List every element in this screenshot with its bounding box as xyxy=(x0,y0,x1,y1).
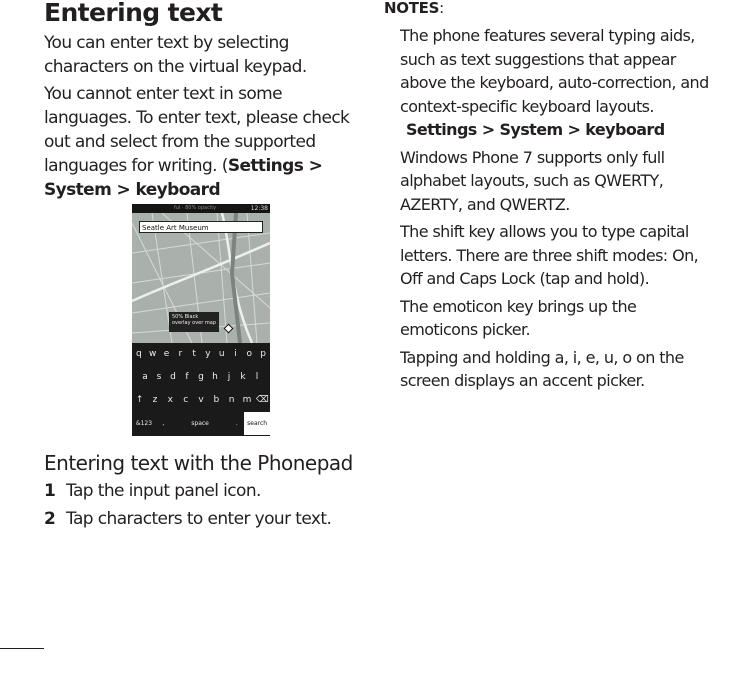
key[interactable]: h xyxy=(212,372,218,382)
note-accent-picker: Tapping and holding a, i, e, u, o on the screen displays an accent picker. xyxy=(400,347,684,390)
overlay-label: 50% Black overlay over map xyxy=(169,312,219,332)
key[interactable]: z xyxy=(152,395,158,405)
note-emoticon-key: The emoticon key brings up the emoticons picker. xyxy=(400,296,637,339)
key[interactable]: g xyxy=(198,372,204,382)
settings-path-sep: > xyxy=(476,120,500,139)
section-heading: Entering text xyxy=(44,0,223,27)
key[interactable]: b xyxy=(213,395,220,405)
settings-path-system: System xyxy=(44,180,112,200)
settings-path-settings: Settings xyxy=(406,120,477,139)
numbers-key[interactable]: &123 xyxy=(135,420,153,427)
key[interactable]: t xyxy=(192,349,196,359)
settings-path-sep: > xyxy=(562,120,586,139)
key[interactable]: a xyxy=(142,372,148,382)
step-number: 1 xyxy=(44,481,56,501)
settings-path-system: System xyxy=(499,120,563,139)
key[interactable]: k xyxy=(240,372,246,382)
search-key[interactable]: search xyxy=(244,412,270,435)
settings-path-sep: > xyxy=(111,180,136,200)
phonepad-heading: Entering text with the Phonepad xyxy=(44,451,353,475)
note-shift-key: The shift key allows you to type capital letters. There are three shift modes: On, Off and Caps Lock (tap and hold). xyxy=(400,222,699,288)
key[interactable]: w xyxy=(149,349,157,359)
step-item xyxy=(44,507,364,531)
key[interactable]: e xyxy=(163,349,170,359)
space-key[interactable]: space xyxy=(191,420,209,427)
phonepad-section xyxy=(44,451,364,531)
settings-path-sep: > xyxy=(303,156,323,176)
note-text: The phone features several typing aids, such as text suggestions that appear above the keyboard, auto-correction, and context-specific keyboard layouts. xyxy=(400,26,709,116)
map-search-input[interactable]: Seatle Art Museum xyxy=(139,221,263,233)
key[interactable]: u xyxy=(218,349,225,359)
keyboard-screenshot xyxy=(132,204,270,436)
backspace-key-icon[interactable]: ⌫ xyxy=(255,395,269,405)
shift-key-icon[interactable]: ↑ xyxy=(135,395,144,405)
key[interactable]: x xyxy=(167,395,173,405)
key[interactable]: n xyxy=(228,395,235,405)
language-text: You cannot enter text in some languages. To enter text, please check out and select from the supported languages for writing. ( xyxy=(44,84,350,176)
settings-path-keyboard: keyboard xyxy=(135,180,221,200)
key[interactable]: c xyxy=(183,395,189,405)
status-time: 12:38 xyxy=(250,205,268,212)
settings-path-settings: Settings xyxy=(227,156,304,176)
key[interactable]: o xyxy=(246,349,253,359)
map-view xyxy=(132,213,270,343)
key[interactable]: s xyxy=(156,372,162,382)
note-typing-aids xyxy=(400,24,714,142)
key[interactable]: r xyxy=(178,349,183,359)
notes-colon: : xyxy=(439,0,444,17)
key[interactable]: q xyxy=(136,349,142,359)
key[interactable]: l xyxy=(255,372,259,382)
key[interactable]: f xyxy=(185,372,189,382)
status-text: ful · 80% opacity xyxy=(174,205,217,211)
language-paragraph xyxy=(44,82,364,202)
keyboard-row-1 xyxy=(132,343,270,366)
virtual-keyboard xyxy=(132,343,270,436)
intro-paragraph: You can enter text by selecting characters on the virtual keypad. xyxy=(44,33,307,77)
step-number: 2 xyxy=(44,509,56,529)
keyboard-row-3 xyxy=(132,389,270,412)
notes-heading xyxy=(384,0,714,16)
keyboard-row-4 xyxy=(132,412,270,435)
status-bar xyxy=(132,204,270,213)
step-text: Tap the input panel icon. xyxy=(66,481,261,501)
notes-column xyxy=(384,0,714,397)
step-item xyxy=(44,479,364,503)
period-key[interactable]: . xyxy=(235,420,238,427)
keyboard-row-2 xyxy=(132,366,270,389)
settings-path-keyboard: keyboard xyxy=(585,120,665,139)
notes-label: NOTES xyxy=(384,0,440,17)
key[interactable]: p xyxy=(260,349,266,359)
comma-key[interactable]: , xyxy=(162,420,165,427)
key[interactable]: d xyxy=(170,372,176,382)
note-layouts: Windows Phone 7 supports only full alphabet layouts, such as QWERTY, AZERTY, and QWERTZ. xyxy=(400,147,665,214)
key[interactable]: y xyxy=(205,349,211,359)
key[interactable]: i xyxy=(234,349,237,359)
step-text: Tap characters to enter your text. xyxy=(66,509,332,529)
footer-divider xyxy=(0,648,44,649)
key[interactable]: j xyxy=(227,372,231,382)
key[interactable]: m xyxy=(242,395,252,405)
key[interactable]: v xyxy=(198,395,204,405)
left-column xyxy=(44,0,364,202)
